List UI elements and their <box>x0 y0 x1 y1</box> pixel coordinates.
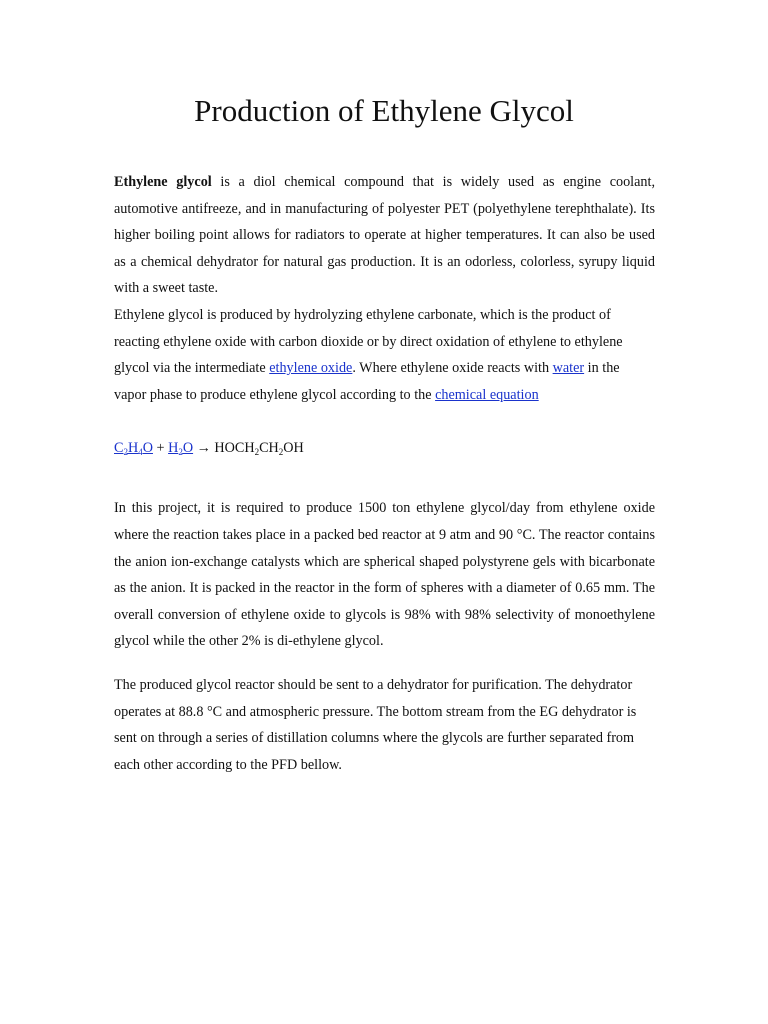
production-text-a: Ethylene glycol is produced by hydrolyzing ethylene carbonate, which is the product of reacting ethylene oxide with carbon dioxide or by direct oxidation of ethylene to ethylene glycol via the intermediate <box>114 306 623 377</box>
link-reactant-water[interactable]: $H_2O$ <box>168 440 194 458</box>
equation-arrow: → <box>193 440 215 457</box>
bold-term: Ethylene glycol <box>114 174 212 190</box>
chemical-equation <box>114 408 655 495</box>
production-text-b: . Where ethylene oxide reacts with <box>352 360 553 377</box>
production-text-c: in the vapor phase to produce ethylene glycol according to the <box>114 360 620 403</box>
intro-text: is a diol chemical compound that is widely used as engine coolant, automotive antifreeze, and in manufacturing of polyester PET (polyethylene terephthalate). Its higher boiling point allows for radiators to operate at higher temperatures. It can also be used as a chemical dehydrator for natural gas production. It is an odorless, colorless, syrupy liquid with a sweet taste. <box>114 174 655 297</box>
equation-plus: + <box>152 440 169 457</box>
link-reactant-ethylene-oxide[interactable]: $C_2H_4O$ <box>114 440 153 458</box>
paragraph-project: In this project, it is required to produce 1500 ton ethylene glycol/day from ethylene oxide where the reaction takes place in a packed bed reactor at 9 atm and 90 °C. The reactor contains the anion ion-exchange catalysts which are spherical shaped polystyrene gels with bicarbonate as the anion. It is packed in the reactor in the form of spheres with a diameter of 0.65 mm. The overall conversion of ethylene oxide to glycols is 98% with 98% selectivity of monoethylene glycol while the other 2% is di-ethylene glycol. <box>114 500 655 650</box>
link-chemical-equation[interactable]: chemical equation <box>435 386 539 403</box>
link-water[interactable]: water <box>552 360 585 377</box>
link-ethylene-oxide[interactable]: ethylene oxide <box>269 360 353 377</box>
paragraph-dehydrator: The produced glycol reactor should be sent to a dehydrator for purification. The dehydrator operates at 88.8 °C and atmospheric pressure. The bottom stream from the EG dehydrator is sent on through a series of distillation columns where the glycols are further separated from each other according to the PFD bellow. <box>114 676 637 773</box>
paragraph-intro <box>114 169 655 302</box>
paragraph-production <box>114 302 655 408</box>
page-title: Production of Ethylene Glycol <box>194 93 574 128</box>
equation-product: $HOCH_2CH_2OH$ <box>214 440 304 458</box>
document-body <box>114 169 655 778</box>
